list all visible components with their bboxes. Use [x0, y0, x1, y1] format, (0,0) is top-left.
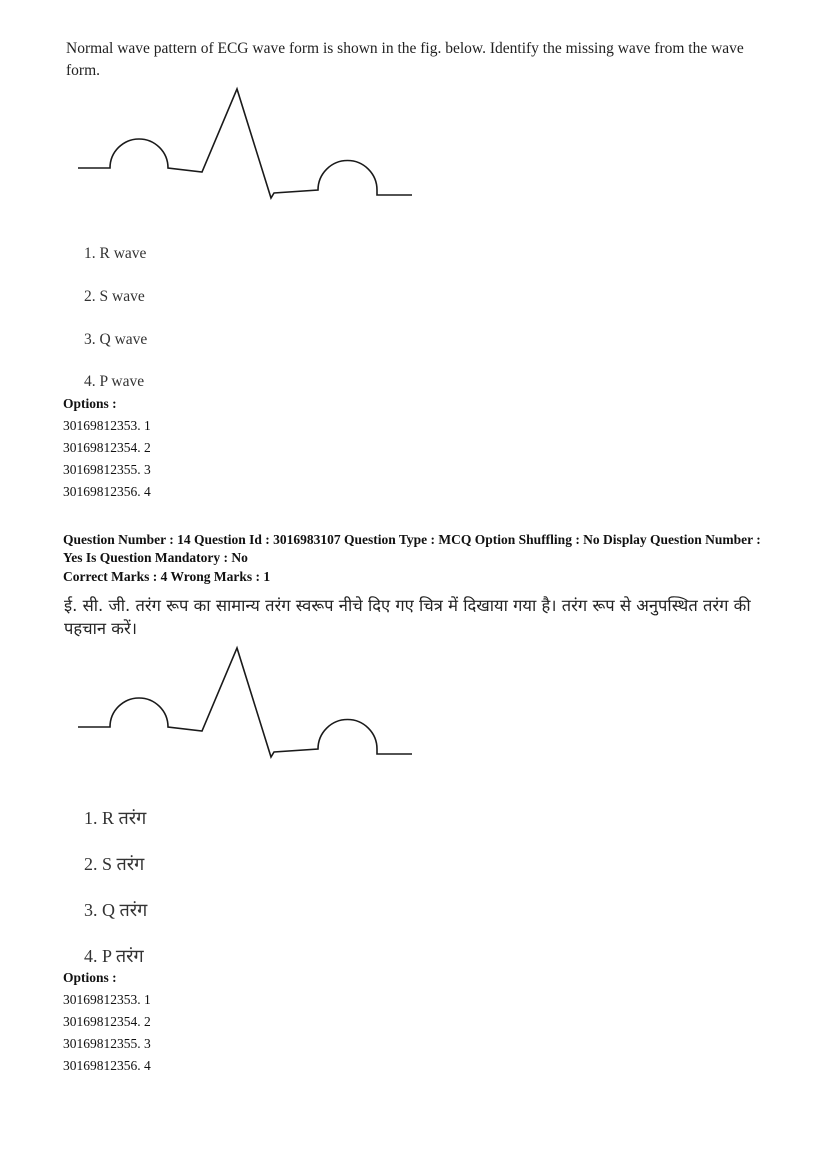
option-id-1-1: 30169812353. 1 — [63, 418, 151, 433]
choice-en-3: 3. Q wave — [84, 331, 148, 348]
option-id-1-3: 30169812355. 3 — [63, 462, 151, 477]
ecg-trace — [78, 648, 412, 757]
choice-hi-2: 2. S तरंग — [84, 854, 145, 874]
choice-hi-3: 3. Q तरंग — [84, 900, 148, 920]
choice-en-2: 2. S wave — [84, 288, 145, 305]
option-id-2-4: 30169812356. 4 — [63, 1058, 151, 1073]
option-id-2-1: 30169812353. 1 — [63, 992, 151, 1007]
option-id-2-3: 30169812355. 3 — [63, 1036, 151, 1051]
ecg-trace — [78, 89, 412, 198]
ecg-waveform-figure-en — [74, 86, 419, 204]
option-id-1-4: 30169812356. 4 — [63, 484, 151, 499]
choice-en-4: 4. P wave — [84, 373, 145, 390]
question-meta: Question Number : 14 Question Id : 3016983107 Question Type : MCQ Option Shuffling : No Display Question Number : Yes Is Question Mandatory : No — [63, 532, 761, 565]
options-label-2: Options : — [63, 970, 117, 985]
question-text-en: Normal wave pattern of ECG wave form is shown in the fig. below. Identify the missing wave from the wave form. — [66, 40, 744, 79]
options-label-1: Options : — [63, 396, 117, 411]
marks-line: Correct Marks : 4 Wrong Marks : 1 — [63, 569, 271, 584]
question-text-hi: ई. सी. जी. तरंग रूप का सामान्य तरंग स्वरूप नीचे दिए गए चित्र में दिखाया गया है। तरंग रूप से अनुपस्थित तरंग की पहचान करें। — [64, 596, 751, 638]
choice-hi-4: 4. P तरंग — [84, 946, 144, 966]
option-id-1-2: 30169812354. 2 — [63, 440, 151, 455]
ecg-waveform-figure-hi — [74, 645, 419, 763]
choice-en-1: 1. R wave — [84, 245, 147, 262]
choice-hi-1: 1. R तरंग — [84, 808, 147, 828]
option-id-2-2: 30169812354. 2 — [63, 1014, 151, 1029]
